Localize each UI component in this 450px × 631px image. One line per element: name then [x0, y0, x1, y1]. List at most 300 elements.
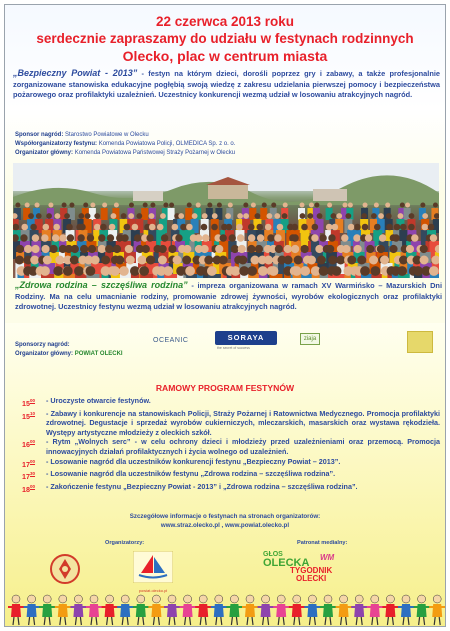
- crowd-person-head: [236, 224, 243, 231]
- crowd-person-head: [275, 245, 283, 253]
- crowd-person-head: [408, 224, 415, 231]
- crowd-person-head: [409, 213, 415, 219]
- child-figure: [429, 595, 445, 625]
- crowd-person-head: [183, 245, 191, 253]
- sponsor-row: [15, 131, 235, 140]
- crowd-person-head: [392, 234, 399, 241]
- child-figure: [398, 595, 414, 625]
- sponsor-label: Organizator główny:: [15, 351, 74, 357]
- crowd-person-head: [168, 245, 176, 253]
- crowd-person-head: [292, 266, 302, 276]
- crowd-person-head: [327, 203, 332, 208]
- tygodnik-top: TYGODNIK: [290, 566, 333, 575]
- child-figure: [320, 595, 336, 625]
- crowd-person-head: [98, 245, 106, 253]
- tygodnik-olecki-logo: [290, 567, 332, 583]
- soraya-tagline: the secret of success: [217, 346, 250, 350]
- crowd-person-head: [67, 234, 74, 241]
- crowd-person-head: [312, 224, 319, 231]
- program-minute: 30: [30, 471, 36, 477]
- crowd-person-head: [100, 224, 107, 231]
- child-figure: [351, 595, 367, 625]
- crowd-person-head: [274, 213, 280, 219]
- sponsor-value: POWIAT OLECKI: [74, 351, 123, 357]
- sponsor-value: Komenda Powiatowa Policji, OLMEDICA Sp. z o. o.: [98, 141, 236, 147]
- crowd-person-head: [204, 256, 213, 265]
- crowd-person-head: [86, 266, 96, 276]
- child-figure: [70, 595, 86, 625]
- child-figure: [414, 595, 430, 625]
- glos-bottom: OLECKA: [263, 557, 310, 569]
- crowd-person-head: [374, 224, 381, 231]
- media-patrons-label: Patronat medialny:: [297, 540, 348, 546]
- oceanic-logo: OCEANIC: [153, 337, 189, 344]
- crowd-person-head: [300, 266, 310, 276]
- program-minute: 00: [30, 458, 36, 464]
- crowd-person-head: [215, 245, 223, 253]
- fire-brigade-emblem: [49, 551, 81, 587]
- program-minute: 00: [30, 439, 36, 445]
- crowd-person-head: [366, 245, 374, 253]
- crowd-person-head: [20, 234, 27, 241]
- crowd-person-head: [150, 203, 155, 208]
- crowd-person-head: [36, 213, 42, 219]
- crowd-person-head: [347, 256, 356, 265]
- crowd-person-head: [374, 203, 379, 208]
- crowd-person-head: [53, 224, 60, 231]
- child-figure: [273, 595, 289, 625]
- crowd-person-head: [378, 213, 384, 219]
- powiat-logo: [133, 551, 173, 593]
- family-event-name: „Zdrowa rodzina – szczęśliwa rodzina”: [15, 280, 188, 290]
- child-figure: [133, 595, 149, 625]
- child-figure: [55, 595, 71, 625]
- crowd-person-head: [217, 203, 222, 208]
- child-figure: [117, 595, 133, 625]
- crowd-person-head: [328, 256, 337, 265]
- crowd-person-head: [63, 266, 73, 276]
- crowd-person-head: [15, 256, 24, 265]
- organizer-urls[interactable]: www.straz.olecko.pl , www.powiat.olecko.pl: [160, 522, 290, 529]
- program-list: [22, 396, 440, 494]
- crowd-person-head: [301, 224, 308, 231]
- crowd-person-head: [207, 203, 212, 208]
- crowd-photo: [13, 163, 439, 278]
- crowd-person-head: [237, 213, 243, 219]
- crowd-person-head: [211, 224, 218, 231]
- crowd-person-head: [247, 266, 257, 276]
- crowd-person-head: [336, 213, 342, 219]
- crowd-person-head: [291, 245, 299, 253]
- children-border-decoration: [5, 593, 445, 627]
- invitation-line: serdecznie zapraszamy do udziału w festynach rodzinnych: [36, 31, 414, 46]
- crowd-person-head: [406, 245, 414, 253]
- program-time: [22, 482, 46, 495]
- crowd-person-head: [371, 213, 377, 219]
- child-figure: [211, 595, 227, 625]
- crowd-person-head: [317, 213, 323, 219]
- glos-top: GŁOS: [263, 551, 283, 558]
- crowd-person-head: [332, 224, 339, 231]
- crowd-person-head: [186, 224, 193, 231]
- crowd-person-head: [109, 224, 116, 231]
- program-time: [22, 457, 46, 470]
- ziaja-logo: ziaja: [300, 333, 320, 345]
- family-paragraph: [15, 280, 442, 313]
- soraya-logo: SORAYA: [215, 331, 277, 345]
- crowd-person-head: [160, 213, 166, 219]
- crowd-person-head: [115, 256, 124, 265]
- crowd-person-head: [377, 245, 385, 253]
- crowd-person-head: [326, 245, 334, 253]
- crowd-person-body: [168, 208, 175, 220]
- crowd-person-head: [202, 213, 208, 219]
- crowd-person-head: [363, 203, 368, 208]
- child-figure: [102, 595, 118, 625]
- organizers-label: Organizatorzy:: [105, 540, 145, 546]
- crowd-person-head: [80, 245, 88, 253]
- crowd-person-head: [386, 213, 392, 219]
- program-description: - Losowanie nagród dla uczestników konkurencji festynu „Bezpieczny Powiat – 2013”.: [46, 456, 341, 466]
- sponsor-label: Organizator główny:: [15, 150, 74, 156]
- program-minute: 10: [30, 410, 36, 416]
- crowd-person-head: [98, 234, 105, 241]
- crowd-person-head: [229, 234, 236, 241]
- crowd-person-head: [49, 245, 57, 253]
- program-description: - Losowanie nagród dla uczestników festynu „Zdrowa rodzina – szczęśliwa rodzina”.: [46, 469, 336, 479]
- crowd-person-head: [35, 203, 40, 208]
- crowd-person-head: [30, 256, 39, 265]
- crowd-person-head: [348, 203, 353, 208]
- crowd-person-head: [385, 203, 390, 208]
- crowd-illustration: [13, 163, 439, 278]
- child-figure: [195, 595, 211, 625]
- crowd-person-head: [389, 245, 397, 253]
- crowd-person-head: [284, 245, 292, 253]
- crowd-person-head: [159, 245, 167, 253]
- crowd-person-head: [257, 234, 264, 241]
- crowd-person-head: [25, 203, 30, 208]
- program-time: [22, 409, 46, 438]
- crowd-person-body: [185, 208, 192, 220]
- crowd-person-head: [113, 245, 121, 253]
- sponsors-list-1: [15, 131, 235, 158]
- program-hour: 15: [22, 411, 30, 421]
- crowd-person-head: [187, 203, 192, 208]
- crowd-person-head: [400, 224, 407, 231]
- crowd-person-head: [64, 213, 70, 219]
- program-hour: 18: [22, 484, 30, 494]
- crowd-person-head: [105, 245, 113, 253]
- crowd-person-head: [314, 203, 319, 208]
- child-figure: [8, 595, 24, 625]
- crowd-person-head: [28, 213, 34, 219]
- crowd-person-head: [277, 224, 284, 231]
- crowd-person-head: [41, 245, 49, 253]
- crowd-person-head: [134, 234, 141, 241]
- crowd-person-head: [149, 224, 156, 231]
- crowd-person-head: [62, 203, 67, 208]
- crowd-person-head: [238, 256, 247, 265]
- sponsor-label: Sponsor nagród:: [15, 132, 64, 138]
- sponsor-value: Komenda Powiatowa Państwowej Straży Pożarnej w Olecku: [74, 150, 236, 156]
- program-hour: 15: [22, 399, 30, 408]
- crowd-person-head: [207, 266, 217, 276]
- intro-paragraph: [13, 68, 440, 101]
- crowd-person-head: [43, 224, 50, 231]
- program-time: [22, 396, 46, 409]
- crowd-person-head: [237, 234, 244, 241]
- event-place: Olecko, plac w centrum miasta: [122, 48, 328, 64]
- crowd-person-head: [309, 203, 314, 208]
- crowd-person-head: [353, 234, 360, 241]
- crowd-person-body: [206, 208, 213, 220]
- crowd-person-head: [21, 224, 28, 231]
- crowd-person-head: [429, 266, 439, 276]
- intro-event-name: „Bezpieczny Powiat - 2013”: [13, 68, 138, 78]
- crowd-person-head: [361, 213, 367, 219]
- crowd-person-head: [397, 266, 407, 276]
- sponsor-gold-logo: [407, 331, 433, 353]
- program-time: [22, 437, 46, 456]
- sponsor-row: [15, 341, 123, 350]
- crowd-person-head: [110, 266, 120, 276]
- crowd-person-head: [267, 234, 274, 241]
- crowd-person-head: [319, 266, 329, 276]
- crowd-person-head: [125, 245, 133, 253]
- crowd-person-head: [212, 213, 218, 219]
- crowd-person-head: [348, 224, 355, 231]
- crowd-person-head: [163, 266, 173, 276]
- crowd-person-head: [300, 203, 305, 208]
- crowd-person-body: [141, 208, 148, 220]
- crowd-person-head: [380, 256, 389, 265]
- crowd-person-head: [143, 203, 148, 208]
- crowd-person-head: [332, 266, 342, 276]
- sponsor-row: [15, 140, 235, 149]
- crowd-person-head: [370, 266, 380, 276]
- crowd-person-head: [121, 234, 128, 241]
- crowd-person-head: [124, 224, 131, 231]
- crowd-person-head: [360, 266, 370, 276]
- child-figure: [367, 595, 383, 625]
- crowd-person-head: [142, 245, 150, 253]
- program-description: - Rytm „Wolnych serc” - w celu ochrony dzieci i młodzieży przed uzależnieniami oraz przemocą. Promocja innowacyjnych działań profilaktycznych i życia wolnego od uzależnień.: [46, 437, 440, 456]
- crowd-person-head: [87, 234, 94, 241]
- crowd-person-head: [256, 224, 263, 231]
- program-description: - Uroczyste otwarcie festynów.: [46, 396, 151, 405]
- crowd-person-head: [91, 256, 100, 265]
- crowd-person-head: [158, 256, 167, 265]
- child-figure: [289, 595, 305, 625]
- crowd-person-head: [336, 256, 345, 265]
- crowd-person-head: [269, 266, 279, 276]
- crowd-person-head: [69, 203, 74, 208]
- crowd-person-head: [71, 245, 79, 253]
- crowd-person-head: [192, 213, 198, 219]
- program-description: - Zakończenie festynu „Bezpieczny Powiat - 2013” i „Zdrowa rodzina – szczęśliwa rodzina”.: [46, 481, 358, 491]
- sponsor-label: Sponsorzy nagród:: [15, 342, 70, 348]
- intro-text: - festyn na którym dzieci, dorośli poprzez gry i zabawy, a także profesjonalnie zorganizowane stanowiska edukacyjne pogłębią swoją wiedzę z zakresu udzielania pierwszej pomocy i bezpieczeństwa pożarowego oraz profilaktyki uzależnień. Uczestnicy konkurencji wezmą udział w losowaniu atrakcyjnych nagród.: [13, 69, 441, 100]
- event-date: 22 czerwca 2013 roku: [155, 14, 295, 29]
- crowd-person-head: [357, 256, 366, 265]
- crowd-person-head: [328, 234, 335, 241]
- program-description: - Zabawy i konkurencje na stanowiskach Policji, Straży Pożarnej i Ratownictwa Medycznego. Promocja profilaktyki zdrowotnej. Degustacje i sprzedaż wyrobów cukierniczych, mleczarskich, masarskich oraz wystawa rękodzieła. Występy artystyczne młodzieży z oleckich szkół.: [46, 408, 440, 437]
- crowd-person-head: [185, 266, 195, 276]
- crowd-person-head: [345, 213, 351, 219]
- child-figure: [24, 595, 40, 625]
- crowd-person-head: [258, 266, 268, 276]
- crowd-person-head: [43, 256, 52, 265]
- wm-logo: WM: [320, 553, 335, 562]
- crowd-person-head: [77, 234, 84, 241]
- crowd-person-head: [291, 224, 298, 231]
- crowd-person-head: [379, 234, 386, 241]
- crowd-person-head: [319, 234, 326, 241]
- crowd-person-head: [149, 213, 155, 219]
- crowd-person-head: [411, 234, 418, 241]
- crowd-person-head: [66, 224, 73, 231]
- crowd-person-head: [231, 266, 241, 276]
- crowd-person-head: [422, 224, 429, 231]
- crowd-person-head: [219, 256, 228, 265]
- child-figure: [226, 595, 242, 625]
- crowd-person-body: [89, 208, 96, 220]
- crowd-person-head: [161, 234, 168, 241]
- program-item: [22, 457, 440, 470]
- sponsor-row: [15, 350, 123, 359]
- crowd-person-head: [343, 203, 348, 208]
- crowd-person-head: [307, 213, 313, 219]
- crowd-person-head: [264, 256, 273, 265]
- crowd-person-head: [41, 234, 48, 241]
- sponsor-value: Starostwo Powiatowe w Olecku: [65, 132, 149, 138]
- crowd-person-head: [55, 213, 61, 219]
- child-figure: [304, 595, 320, 625]
- family-text: - impreza organizowana w ramach XV Warmińsko – Mazurskich Dni Rodziny. Ma na celu umacnianie rodziny, promowanie zdrowej żywności, wyrobów ekologicznych oraz profilaktyki zdrowotnej. Uczestnicy festynu wezmą udział w losowaniu atrakcyjnych nagród.: [15, 281, 442, 312]
- child-figure: [164, 595, 180, 625]
- crowd-person-head: [255, 245, 263, 253]
- program-item: [22, 396, 440, 409]
- crowd-person-head: [386, 224, 393, 231]
- crowd-person-head: [139, 266, 149, 276]
- child-figure: [382, 595, 398, 625]
- crowd-person-head: [248, 224, 255, 231]
- crowd-person-head: [307, 256, 316, 265]
- sponsor-row: [15, 149, 235, 158]
- crowd-person-head: [102, 203, 107, 208]
- crowd-person-head: [247, 245, 255, 253]
- sailboat-icon: [133, 551, 173, 583]
- crowd-person-body: [260, 208, 267, 220]
- crowd-person-head: [430, 234, 437, 241]
- crowd-person-head: [354, 224, 361, 231]
- crowd-person-head: [225, 213, 231, 219]
- crowd-person-head: [126, 256, 135, 265]
- crowd-person-head: [262, 203, 267, 208]
- crowd-person-head: [94, 213, 100, 219]
- crowd-person-head: [195, 234, 202, 241]
- crowd-person-head: [291, 234, 298, 241]
- crowd-person-head: [48, 203, 53, 208]
- program-hour: 17: [22, 459, 30, 469]
- crowd-person-head: [119, 266, 129, 276]
- sponsor-label: Współorganizatorzy festynu:: [15, 141, 98, 147]
- crowd-person-head: [53, 266, 63, 276]
- poster: [4, 4, 446, 627]
- crowd-person-head: [265, 224, 272, 231]
- crowd-person-head: [175, 234, 182, 241]
- more-info: [5, 512, 445, 530]
- crowd-person-head: [315, 245, 323, 253]
- crowd-person-head: [394, 224, 401, 231]
- crowd-person-head: [78, 213, 84, 219]
- crowd-person-head: [274, 234, 281, 241]
- crowd-person-head: [24, 245, 32, 253]
- child-figure: [336, 595, 352, 625]
- program-hour: 17: [22, 472, 30, 482]
- crowd-person-head: [157, 224, 164, 231]
- crowd-person-head: [284, 256, 293, 265]
- program-hour: 16: [22, 440, 30, 450]
- program-minute: 00: [30, 398, 36, 403]
- crowd-person-head: [46, 213, 52, 219]
- crowd-person-head: [107, 234, 114, 241]
- crowd-person-head: [282, 213, 288, 219]
- crowd-person-head: [101, 256, 110, 265]
- more-info-text: Szczegółowe informacje o festynach na stronach organizatorów:: [129, 513, 321, 520]
- child-figure: [86, 595, 102, 625]
- crowd-person-head: [326, 224, 333, 231]
- crowd-person-head: [251, 203, 256, 208]
- crowd-person-head: [178, 213, 184, 219]
- crowd-person-head: [433, 203, 438, 208]
- crowd-person-head: [365, 234, 372, 241]
- crowd-person-head: [399, 256, 408, 265]
- crowd-person-head: [243, 213, 249, 219]
- crowd-person-head: [70, 256, 79, 265]
- crowd-person-head: [255, 213, 261, 219]
- crowd-person-head: [317, 256, 326, 265]
- crowd-person-head: [163, 203, 168, 208]
- crowd-person-head: [294, 256, 303, 265]
- crowd-person-head: [85, 213, 91, 219]
- program-item: [22, 482, 440, 495]
- crowd-person-head: [121, 213, 127, 219]
- crowd-person-head: [311, 234, 318, 241]
- crowd-person-head: [79, 224, 86, 231]
- crowd-person-head: [354, 245, 362, 253]
- powiat-caption: powiat.olecko.pl: [138, 588, 168, 593]
- crowd-person-head: [201, 224, 208, 231]
- crowd-person-head: [422, 213, 428, 219]
- child-figure: [242, 595, 258, 625]
- crowd-person-head: [330, 213, 336, 219]
- crowd-person-head: [16, 245, 24, 253]
- crowd-person-head: [30, 224, 37, 231]
- crowd-person-head: [55, 256, 64, 265]
- crowd-person-head: [90, 203, 95, 208]
- child-figure: [148, 595, 164, 625]
- crowd-person-head: [132, 224, 139, 231]
- crowd-person-body: [101, 208, 108, 220]
- crowd-person-head: [400, 203, 405, 208]
- crowd-person-head: [129, 203, 134, 208]
- crowd-person-head: [369, 256, 378, 265]
- tygodnik-bottom: OLECKI: [296, 574, 327, 583]
- sponsors-list-2: [15, 341, 123, 359]
- crowd-person-head: [420, 203, 425, 208]
